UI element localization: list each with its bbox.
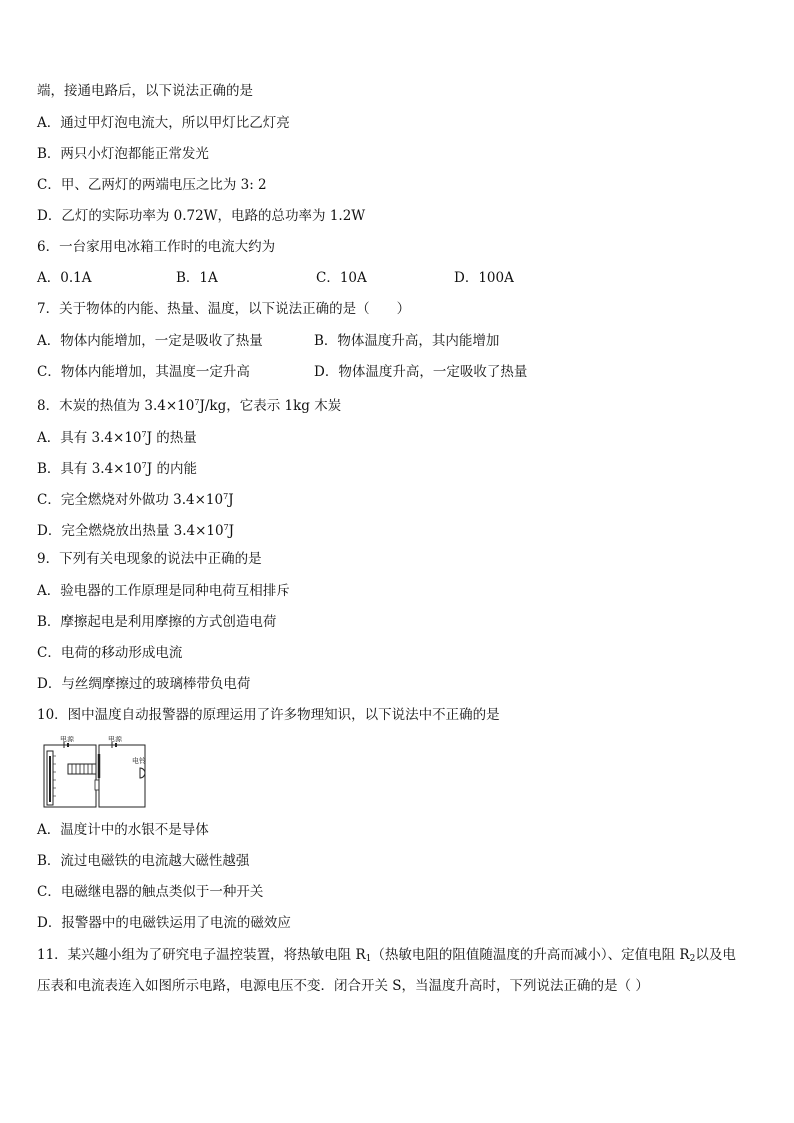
q8-option-b: B．具有 $3.4\times 10^7J$ 的内能 bbox=[37, 461, 197, 477]
q9-option-c: C．电荷的移动形成电流 bbox=[37, 645, 183, 661]
q7-option-d: D．物体温度升高，一定吸收了热量 bbox=[314, 364, 528, 380]
q7-option-a: A．物体内能增加，一定是吸收了热量 bbox=[37, 333, 263, 349]
q7-option-b: B．物体温度升高，其内能增加 bbox=[314, 333, 500, 349]
q11-stem-line1: 11．某兴趣小组为了研究电子温控装置，将热敏电阻 $R_1$（热敏电阻的阻值随温度的升高而减小）、定值电阻 $R_2$以及电 bbox=[37, 947, 736, 964]
right-power-label: 电源 bbox=[108, 736, 122, 743]
q7-stem: 7．关于物体的内能、热量、温度，以下说法正确的是（ ） bbox=[37, 301, 411, 317]
q8-option-a: A．具有 $3.4\times 10^7J$ 的热量 bbox=[37, 430, 197, 446]
q11-stem-line2: 压表和电流表连入如图所示电路，电源电压不变．闭合开关 S，当温度升高时，下列说法正确的是（ ） bbox=[37, 978, 649, 994]
q10-option-d: D．报警器中的电磁铁运用了电流的磁效应 bbox=[37, 915, 291, 931]
q6-option-d: D．100A bbox=[454, 270, 514, 286]
q6-options bbox=[37, 269, 514, 287]
q5-option-d: D．乙灯的实际功率为 0.72W，电路的总功率为 1.2W bbox=[37, 208, 366, 224]
q5-stem-continued: 端，接通电路后，以下说法正确的是 bbox=[37, 83, 253, 99]
q8-option-d: D．完全燃烧放出热量 $3.4\times 10^7J$ bbox=[37, 523, 235, 539]
q5-option-c: C．甲、乙两灯的两端电压之比为 3: 2 bbox=[37, 177, 267, 193]
spring-icon bbox=[95, 780, 99, 790]
right-circuit-wire bbox=[99, 745, 145, 807]
q6-option-a: A．0.1A bbox=[37, 270, 92, 286]
q9-option-a: A．验电器的工作原理是同种电荷互相排斥 bbox=[37, 583, 290, 599]
q5-option-a: A．通过甲灯泡电流大，所以甲灯比乙灯亮 bbox=[37, 115, 290, 131]
bell-label: 电铃 bbox=[132, 757, 146, 765]
q10-option-a: A．温度计中的水银不是导体 bbox=[37, 822, 209, 838]
q6-stem: 6．一台家用电冰箱工作时的电流大约为 bbox=[37, 239, 276, 255]
q6-option-b: B．1A bbox=[176, 270, 218, 286]
q7-option-c: C．物体内能增加，其温度一定升高 bbox=[37, 364, 250, 380]
q9-option-b: B．摩擦起电是利用摩擦的方式创造电荷 bbox=[37, 614, 277, 630]
q6-option-c: C．10A bbox=[316, 270, 367, 286]
q8-stem: 8．木炭的热值为 $3.4\times 10^7J/kg$，它表示 1kg 木炭 bbox=[37, 398, 342, 414]
q10-option-b: B．流过电磁铁的电流越大磁性越强 bbox=[37, 853, 250, 869]
bell-icon bbox=[140, 768, 145, 778]
q9-stem: 9．下列有关电现象的说法中正确的是 bbox=[37, 551, 262, 567]
q8-option-c: C．完全燃烧对外做功 $3.4\times 10^7J$ bbox=[37, 492, 234, 508]
left-power-label: 电源 bbox=[60, 736, 74, 743]
q10-stem: 10．图中温度自动报警器的原理运用了许多物理知识，以下说法中不正确的是 bbox=[37, 707, 500, 723]
q7-options-row2 bbox=[37, 363, 527, 381]
q5-option-b: B．两只小灯泡都能正常发光 bbox=[37, 146, 209, 162]
q9-option-d: D．与丝绸摩擦过的玻璃棒带负电荷 bbox=[37, 676, 251, 692]
q10-option-c: C．电磁继电器的触点类似于一种开关 bbox=[37, 884, 264, 900]
alarm-circuit-figure bbox=[36, 736, 148, 810]
q7-options-row1 bbox=[37, 332, 499, 350]
